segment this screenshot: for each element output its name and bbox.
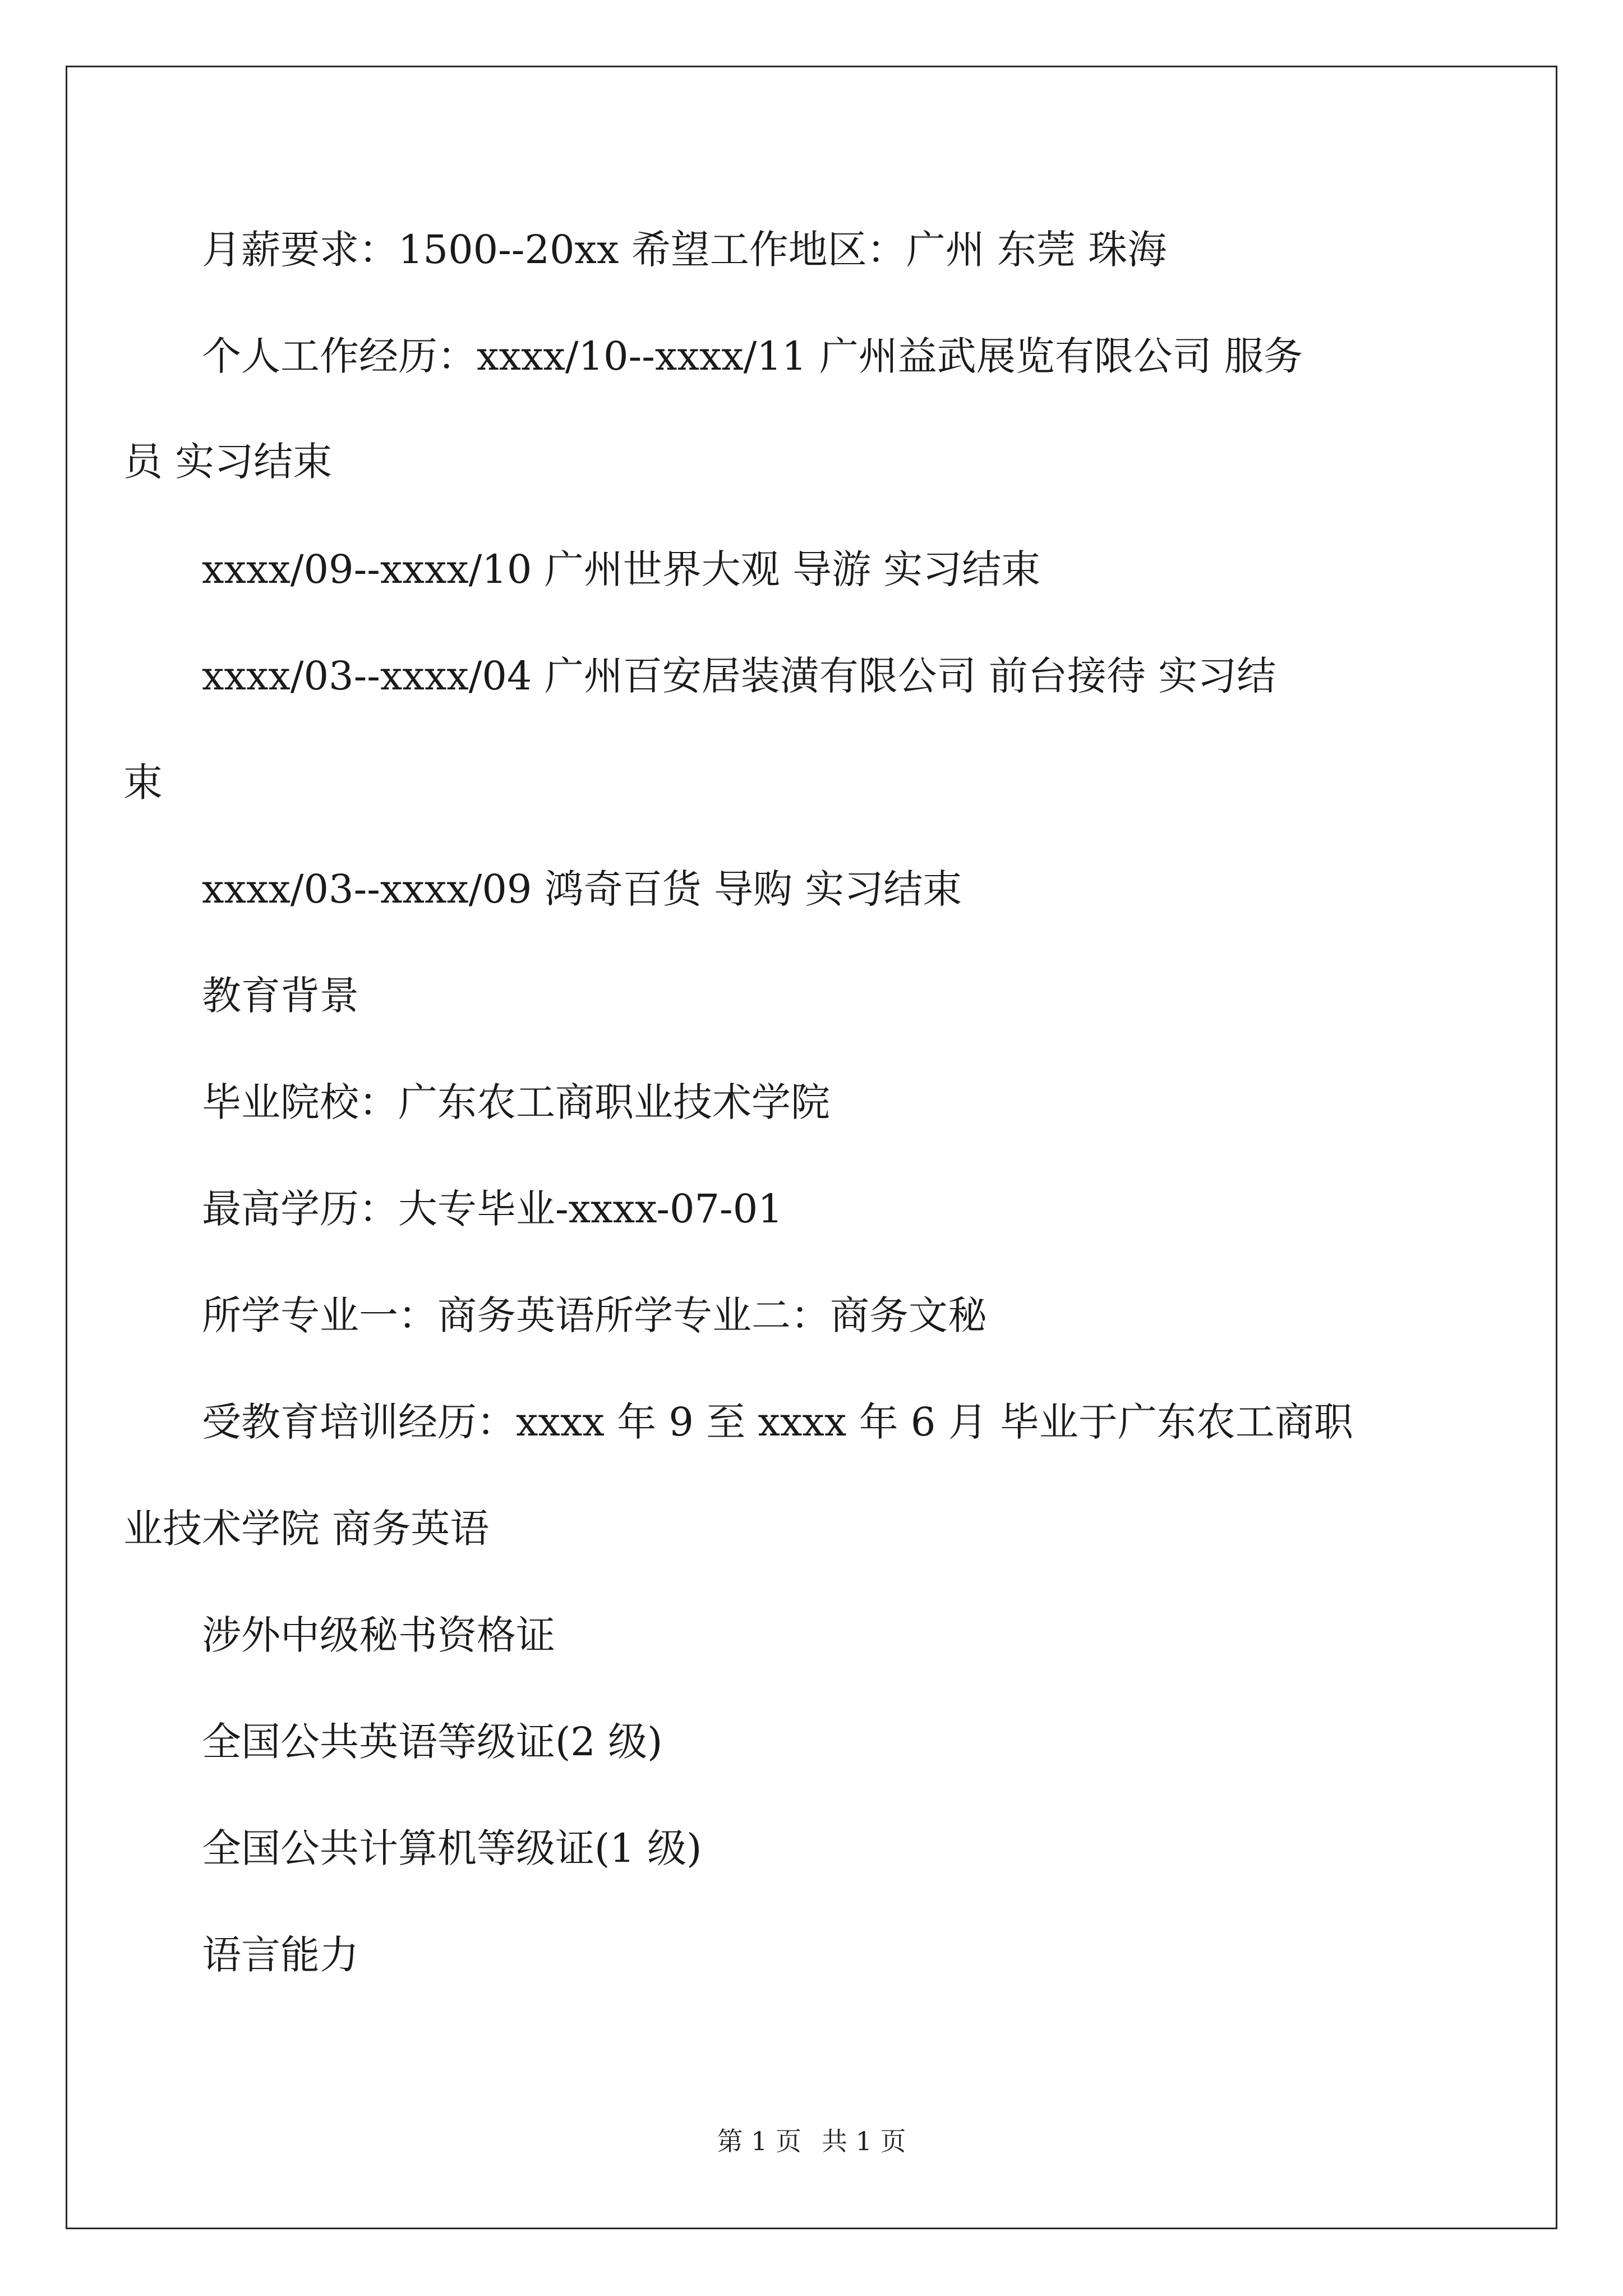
salary-requirement-line: 月薪要求：1500--20xx 希望工作地区：广州 东莞 珠海 <box>202 227 1167 273</box>
education-heading: 教育背景 <box>202 973 359 1019</box>
major-line: 所学专业一：商务英语所学专业二：商务文秘 <box>202 1292 987 1338</box>
work-history-line-2: xxxx/09--xxxx/10 广州世界大观 导游 实习结束 <box>202 546 1041 592</box>
certificate-english: 全国公共英语等级证(2 级) <box>202 1719 663 1765</box>
work-history-line-3: xxxx/03--xxxx/04 广州百安居装潢有限公司 前台接待 实习结 <box>202 653 1276 699</box>
language-skills-heading: 语言能力 <box>202 1932 359 1978</box>
work-history-line-3-cont: 束 <box>123 760 163 806</box>
page-number-current: 第 1 页 <box>717 2126 801 2156</box>
highest-degree-line: 最高学历：大专毕业-xxxx-07-01 <box>202 1186 783 1232</box>
work-history-line-1-cont: 员 实习结束 <box>123 439 333 485</box>
page-frame <box>66 66 1557 2229</box>
certificate-computer: 全国公共计算机等级证(1 级) <box>202 1825 702 1871</box>
training-history-line-cont: 业技术学院 商务英语 <box>123 1506 490 1552</box>
work-history-line-1: 个人工作经历：xxxx/10--xxxx/11 广州益武展览有限公司 服务 <box>202 333 1303 379</box>
graduate-school-line: 毕业院校：广东农工商职业技术学院 <box>202 1079 830 1125</box>
training-history-line: 受教育培训经历：xxxx 年 9 至 xxxx 年 6 月 毕业于广东农工商职 <box>202 1399 1353 1445</box>
certificate-secretary: 涉外中级秘书资格证 <box>202 1612 555 1658</box>
page-number-total: 共 1 页 <box>822 2126 906 2156</box>
page-footer <box>0 2124 1623 2158</box>
work-history-line-4: xxxx/03--xxxx/09 鸿奇百货 导购 实习结束 <box>202 866 962 912</box>
